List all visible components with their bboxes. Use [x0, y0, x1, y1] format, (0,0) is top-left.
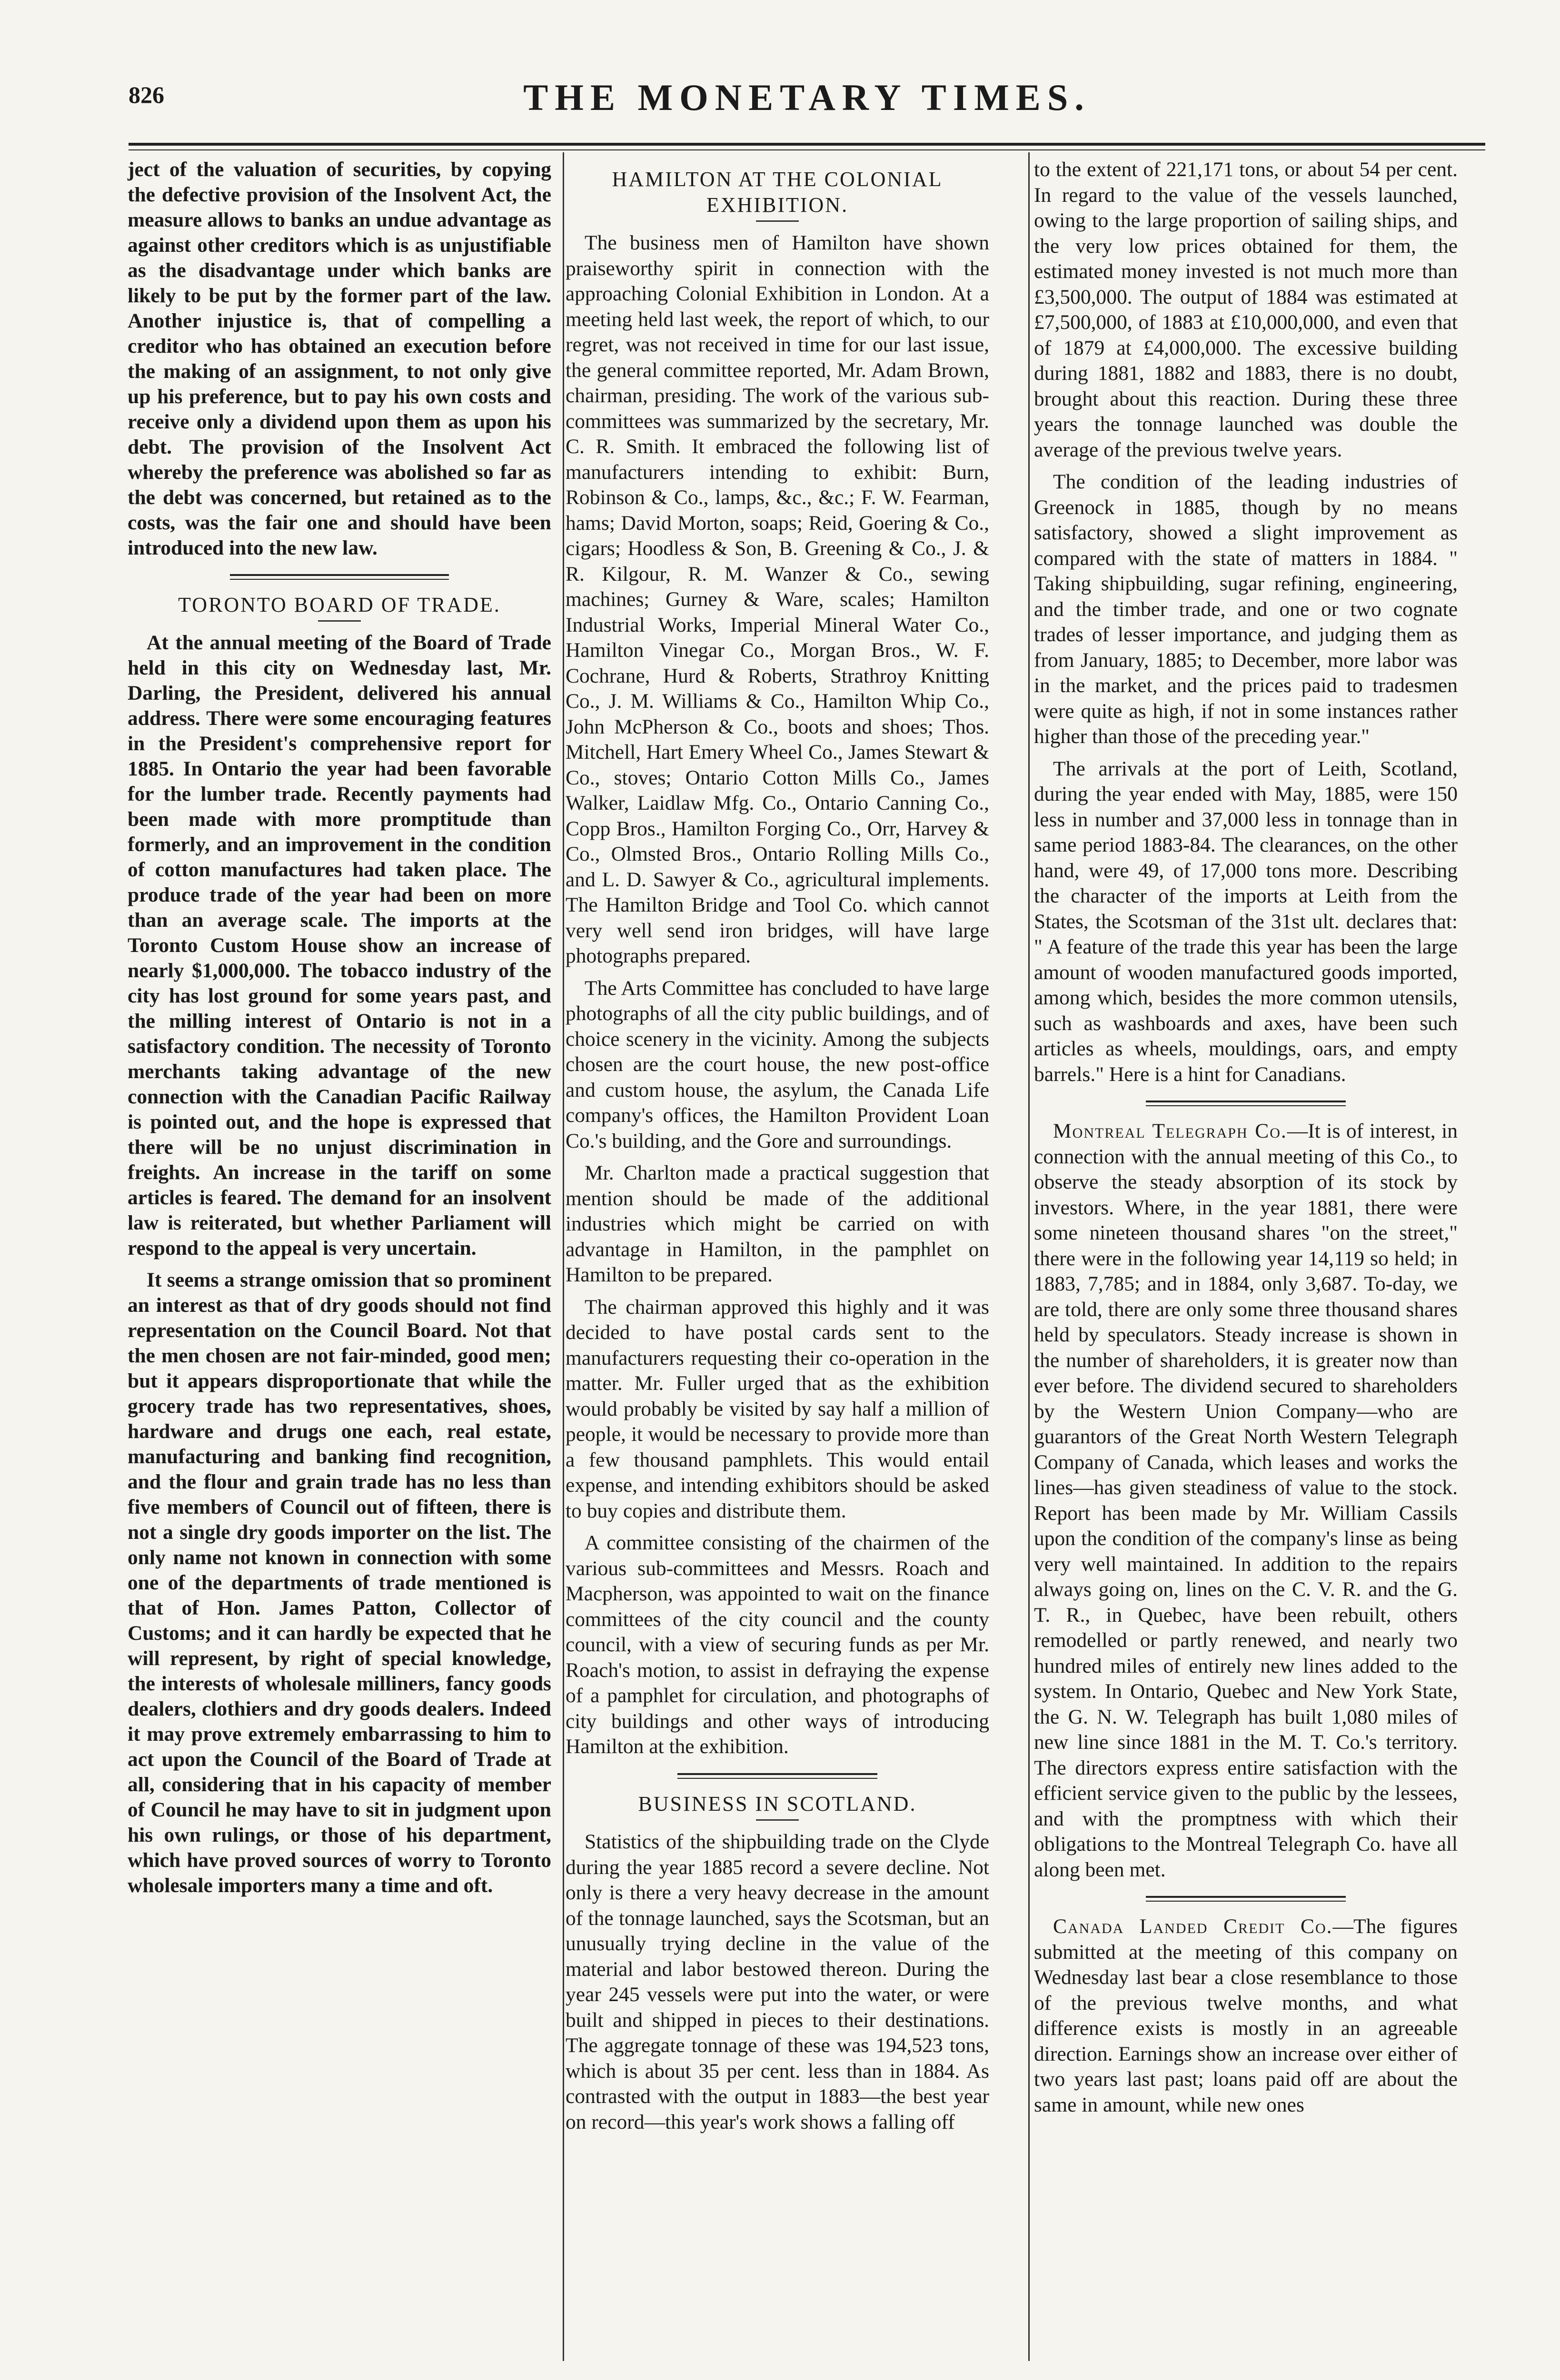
masthead: THE MONETARY TIMES.	[523, 77, 1091, 118]
paragraph: The condition of the leading industries of Greenock in 1885, though by no means satisfactory, showed a slight improvement as compared with the state of matters in 1884. " Taking shipbuilding, sugar refining, engineering, and the timber trade, and one or two cognate trades of lesser importance, and judging them as from January, 1885; to December, more labor was in the market, and the prices paid to tradesmen were quite as high, if not in some instances rather higher than those of the preceding year."	[1034, 470, 1458, 748]
item-lead: Canada Landed Credit Co.	[1053, 1915, 1333, 1938]
paragraph	[1034, 1914, 1458, 2118]
paragraph: It seems a strange omission that so prominent an interest as that of dry goods should not find representation on the Council Board. Not that the men chosen are not fair-minded, good men; but it appears disproportionate that while the grocery trade has two representatives, shoes, hardware and drugs one each, real estate, manufacturing and banking find recognition, and the flour and grain trade has no less than five members of Council out of fifteen, there is not a single dry goods importer on the list. The only name not known in connection with some one of the departments of trade mentioned is that of Hon. James Patton, Collector of Customs; and it can hardly be expected that he will represent, by right of special knowledge, the interests of wholesale milliners, fancy goods dealers, clothiers and dry goods dealers. Indeed it may prove extremely embarrassing to him to act upon the Council of the Board of Trade at all, considering that in his capacity of member of Council he may have to sit in judgment upon his own rulings, or those of his department, which have proved sources of worry to Toronto wholesale importers many a time and oft.	[128, 1269, 551, 1897]
paragraph: to the extent of 221,171 tons, or about 54 per cent. In regard to the value of the vessels launched, owing to the large proportion of sailing ships, and the very low prices obtained for them, the estimated money invested is not much more than £3,500,000. The output of 1884 was estimated at £7,500,000, of 1883 at £10,000,000, and even that of 1879 at £4,000,000. The excessive building during 1881, 1882 and 1883, there is no doubt, brought about this reaction. During these three years the tonnage launched was double the average of the previous twelve years.	[1034, 158, 1458, 461]
column-3	[1034, 157, 1458, 2124]
paragraph: The chairman approved this highly and it was decided to have postal cards sent to the manufacturers requesting their co-operation in the matter. Mr. Fuller urged that as the exhibition would probably be visited by say half a million of people, it would be necessary to provide more than a few thousand pamphlets. This would entail expense, and intending exhibitors should be asked to buy copies and distribute them.	[566, 1295, 989, 1522]
heading-rule	[756, 220, 799, 222]
section-heading: BUSINESS IN SCOTLAND.	[638, 1792, 917, 1815]
paragraph: At the annual meeting of the Board of Trade held in this city on Wednesday last, Mr. Darling, the President, delivered his annual address. There were some encouraging features in the President's comprehensive report for 1885. In Ontario the year had been favorable for the lumber trade. Recently payments had been made with more promptitude than formerly, and an improvement in the condition of cotton manufactures had taken place. The produce trade of the year had been on more than an average scale. The imports at the Toronto Custom House show an increase of nearly $1,000,000. The tobacco industry of the city has lost ground for some years past, and the milling interest of Ontario is not in a satisfactory condition. The necessity of Toronto merchants taking advantage of the new connection with the Canadian Pacific Railway is pointed out, and the hope is expressed that there will be no unjust discrimination in freights. An increase in the tariff on some articles is feared. The demand for an insolvent law is reiterated, but whether Parliament will respond to the appeal is very uncertain.	[128, 631, 551, 1259]
section-heading: TORONTO BOARD OF TRADE.	[178, 593, 501, 616]
column-2	[566, 157, 989, 2142]
paragraph: A committee consisting of the chairmen of the various sub-committees and Messrs. Roach and Macpherson, was appointed to wait on the finance committees of the city council and the county council, with a view of securing funds as per Mr. Roach's motion, to assist in defraying the expense of a pamphlet for circulation, and photographs of city buildings and other ways of introducing Hamilton at the exhibition.	[566, 1531, 989, 1758]
item-lead: Montreal Telegraph Co.	[1053, 1120, 1287, 1142]
item-body: —The figures submitted at the meeting of this company on Wednesday last bear a close resemblance to those of the previous twelve months, and what difference exists is mostly in an agreeable direction. Earnings show an increase over either of two years last past; loans paid off are about the same in amount, while new ones	[1034, 1915, 1458, 2116]
heading-rule	[318, 620, 361, 622]
column-1	[128, 157, 551, 1905]
page-header	[129, 76, 1485, 129]
section-divider	[1146, 1896, 1346, 1902]
page-number: 826	[129, 81, 164, 108]
paragraph: The arrivals at the port of Leith, Scotland, during the year ended with May, 1885, were 150 less in number and 37,000 less in tonnage than in same period 1883-84. The clearances, on the other hand, were 49, of 17,000 tons more. Describing the character of the imports at Leith from the States, the Scotsman of the 31st ult. declares that: " A feature of the trade this year has been the large amount of wooden manufactured goods imported, among which, besides the more common utensils, such as washboards and axes, have been such articles as wheels, mouldings, oars, and empty barrels." Here is a hint for Canadians.	[1034, 757, 1458, 1086]
paragraph: Statistics of the shipbuilding trade on the Clyde during the year 1885 record a severe decline. Not only is there a very heavy decrease in the amount of the tonnage launched, says the Scotsman, but an unusually trying decline in the value of the material and labor bestowed thereon. During the year 245 vessels were put into the water, or were built and shipped in pieces to their destinations. The aggregate tonnage of these was 194,523 tons, which is about 35 per cent. less than in 1884. As contrasted with the output in 1883—the best year on record—this year's work shows a falling off	[566, 1830, 989, 2133]
paragraph: The business men of Hamilton have shown praiseworthy spirit in connection with the approaching Colonial Exhibition in London. At a meeting held last week, the report of which, to our regret, was not received in time for our last issue, the general committee reported, Mr. Adam Brown, chairman, presiding. The work of the various sub-committees was summarized by the secretary, Mr. C. R. Smith. It embraced the following list of manufacturers intending to exhibit: Burn, Robinson & Co., lamps, &c., &c.; F. W. Fearman, hams; David Morton, soaps; Reid, Goering & Co., cigars; Hoodless & Son, B. Greening & Co., J. & R. Kilgour, R. M. Wanzer & Co., sewing machines; Gurney & Ware, scales; Hamilton Industrial Works, Imperial Mineral Water Co., Hamilton Vinegar Co., Morgan Bros., W. F. Cochrane, Hurd & Roberts, Strathroy Knitting Co., J. M. Williams & Co., Hamilton Whip Co., John McPherson & Co., boots and shoes; Thos. Mitchell, Hart Emery Wheel Co., James Stewart & Co., stoves; Ontario Cotton Mills Co., James Walker, Laidlaw Mfg. Co., Ontario Canning Co., Copp Bros., Hamilton Forging Co., Orr, Harvey & Co., Olmsted Bros., Ontario Rolling Mills Co., and L. D. Sawyer & Co., agricultural implements. The Hamilton Bridge and Tool Co. which cannot very well send iron bridges, will have large photographs prepared.	[566, 231, 989, 967]
section-heading: HAMILTON AT THE COLONIAL EXHIBITION.	[612, 168, 943, 217]
section-divider	[230, 574, 449, 580]
paragraph: The Arts Committee has concluded to have large photographs of all the city public buildings, and of choice scenery in the vicinity. Among the subjects chosen are the court house, the new post-office and custom house, the asylum, the Canada Life company's offices, the Hamilton Provident Loan Co.'s building, and the Gore and surroundings.	[566, 976, 989, 1152]
section-divider	[677, 1773, 877, 1779]
header-rule	[129, 143, 1485, 146]
column-divider	[563, 152, 564, 2361]
column-divider	[1028, 152, 1030, 2361]
header-rule-thin	[129, 149, 1485, 150]
paragraph	[1034, 1119, 1458, 1883]
section-divider	[1146, 1101, 1346, 1106]
paragraph: ject of the valuation of securities, by copying the defective provision of the Insolvent Act, the measure allows to banks an undue advantage as against other creditors which is as unjustifiable as the disadvantage under which banks are likely to be put by the former part of the law. Another injustice is, that of compelling a creditor who has obtained an execution before the making of an assignment, to not only give up his preference, but to pay his own costs and receive only a dividend upon them as upon his debt. The provision of the Insolvent Act whereby the preference was abolished so far as the debt was concerned, but retained as to the costs, was the fair one and should have been introduced into the new law.	[128, 158, 551, 559]
paragraph: Mr. Charlton made a practical suggestion that mention should be made of the additional industries which might be carried on with advantage in Hamilton, in the pamphlet on Hamilton to be prepared.	[566, 1161, 989, 1286]
heading-rule	[756, 1819, 799, 1821]
item-body: —It is of interest, in connection with the annual meeting of this Co., to observe the steady absorption of its stock by investors. Where, in the year 1881, there were some nineteen thousand shares "on the street," there were in the following year 14,119 so held; in 1883, 7,785; and in 1884, only 3,687. To-day, we are told, there are only some three thousand shares held by speculators. Steady increase is shown in the number of shareholders, it is greater now than ever before. The dividend secured to shareholders by the Western Union Company—who are guarantors of the Great North Western Telegraph Company of Canada, which leases and works the lines—has given steadiness of value to the stock. Report has been made by Mr. William Cassils upon the condition of the company's linse as being very well maintained. In addition to the repairs always going on, lines on the C. V. R. and the G. T. R., in Quebec, have been rebuilt, others remodelled or partly renewed, and nearly two hundred miles of entirely new lines added to the system. In Ontario, Quebec and New York State, the G. N. W. Telegraph has built 1,080 miles of new line since 1881 in the M. T. Co.'s territory. The directors express entire satisfaction with the efficient service given to the public by the lessees, and with the promptness with which their obligations to the Montreal Telegraph Co. have all along been met.	[1034, 1120, 1458, 1881]
